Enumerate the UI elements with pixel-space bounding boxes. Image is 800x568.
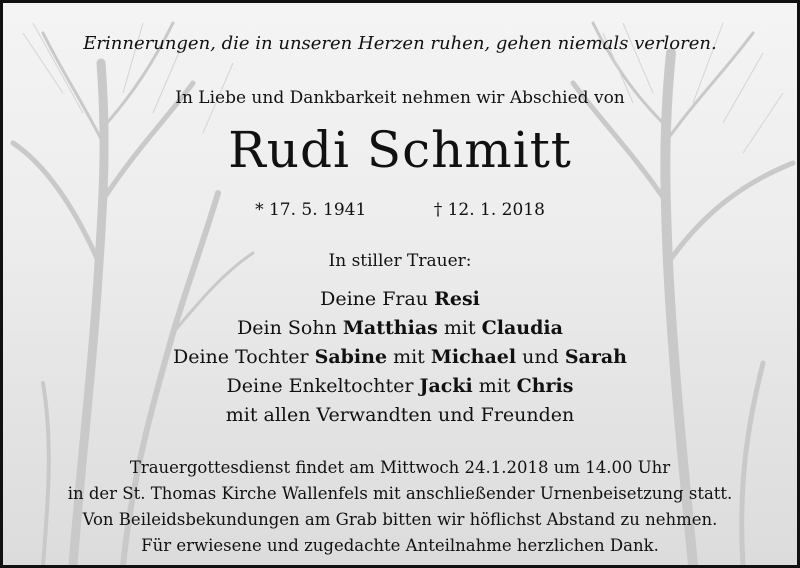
service-line: Für erwiesene und zugedachte Anteilnahme herzlichen Dank. [141,536,659,555]
death-date: † 12. 1. 2018 [433,200,545,220]
family-member-name: Matthias [342,317,438,339]
service-line: Von Beileidsbekundungen am Grab bitten wir höflichst Abstand zu nehmen. [82,510,718,529]
intro-text: In Liebe und Dankbarkeit nehmen wir Abschied von [175,88,625,108]
family-line-daughter [3,343,797,372]
family-member-name: Chris [516,375,574,397]
relation-label: Deine Frau [320,288,435,310]
birth-date: * 17. 5. 1941 [255,200,367,220]
family-member-name: Sarah [564,346,627,368]
connector-text: und [516,346,565,368]
deceased-name: Rudi Schmitt [228,121,572,179]
relation-label: Deine Enkeltochter [226,375,420,397]
life-dates [3,200,797,220]
connector-text: mit [472,375,517,397]
connector-text: mit [387,346,431,368]
family-member-name: Claudia [481,317,563,339]
relation-label: Deine Tochter [173,346,315,368]
family-member-name: Jacki [419,375,473,397]
family-line-granddaughter [3,372,797,401]
family-list [3,285,797,430]
mourning-heading: In stiller Trauer: [328,251,472,271]
relation-label: Dein Sohn [237,317,343,339]
service-line: in der St. Thomas Kirche Wallenfels mit anschließender Urnenbeisetzung statt. [67,484,733,503]
family-line-son [3,314,797,343]
service-info [3,455,797,559]
relatives-line: mit allen Verwandten und Freunden [225,404,575,426]
service-line: Trauergottesdienst findet am Mittwoch 24.1.2018 um 14.00 Uhr [129,458,671,477]
family-member-name: Resi [434,288,480,310]
family-member-name: Michael [430,346,517,368]
family-line-wife [3,285,797,314]
family-member-name: Sabine [314,346,388,368]
connector-text: mit [437,317,482,339]
motto-text: Erinnerungen, die in unseren Herzen ruhen, gehen niemals verloren. [83,33,717,54]
